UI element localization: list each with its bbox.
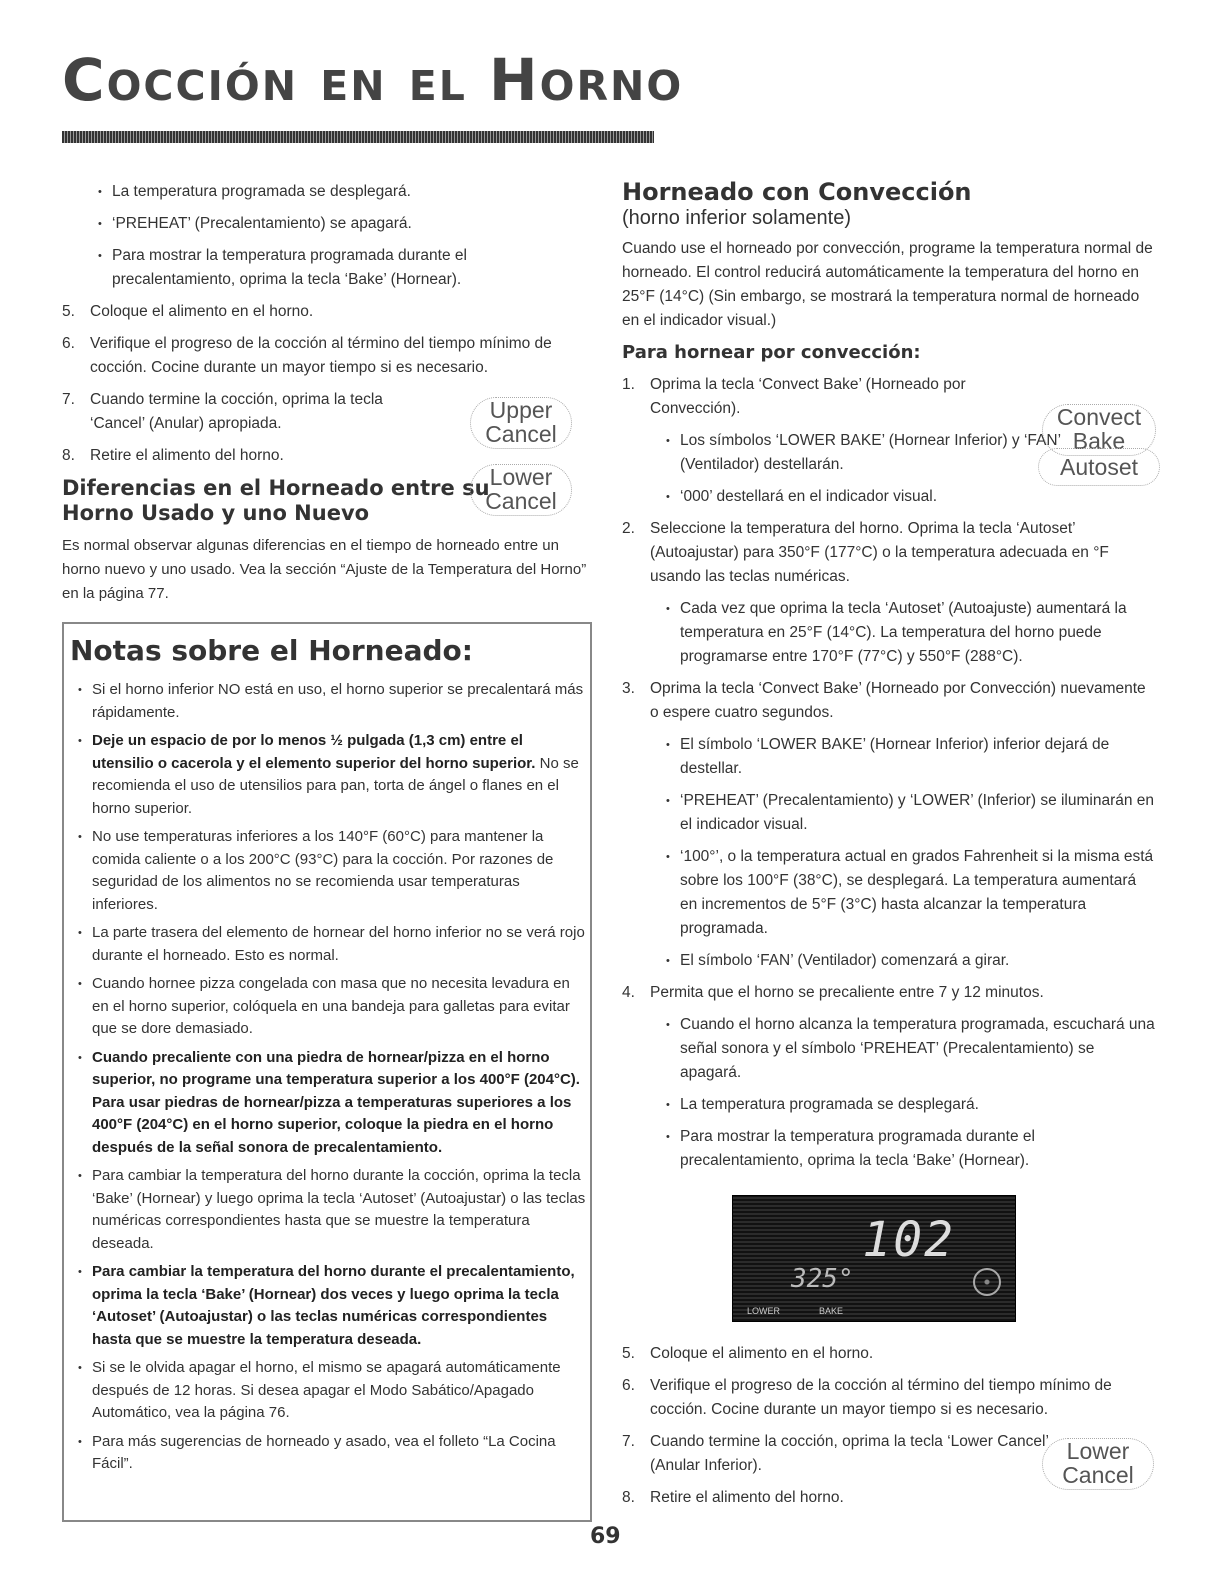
- list-item: • El símbolo ‘FAN’ (Ventilador) comenzará a girar.: [622, 949, 1157, 973]
- display-main-readout: 102: [862, 1212, 955, 1268]
- right-column-bottom: [622, 1342, 1157, 1518]
- convection-subheading: (horno inferior solamente): [622, 207, 851, 229]
- list-item: • Para mostrar la temperatura programada durante el precalentamiento, oprima la tecla ‘Bake’ (Hornear).: [622, 1125, 1157, 1173]
- step-6: 6. Verifique el progreso de la cocción al término del tiempo mínimo de cocción. Cocine durante un mayor tiempo si es necesario.: [62, 335, 552, 376]
- right-column: [622, 180, 1157, 1181]
- conv-step-3: 3. Oprima la tecla ‘Convect Bake’ (Horneado por Convección) nuevamente o espere cuatro segundos.: [622, 680, 1146, 721]
- lower-cancel-key: Lower Cancel: [470, 464, 572, 516]
- conv-step-5: 5. Coloque el alimento en el horno.: [622, 1345, 874, 1362]
- conv-step-1: 1. Oprima la tecla ‘Convect Bake’ (Horneado por Convección).: [622, 376, 966, 417]
- list-item: • Para cambiar la temperatura del horno durante el precalentamiento, oprima la tecla ‘Bake’ (Hornear) dos veces y luego oprima la tecla ‘Autoset’ (Autoajustar) o las teclas numéricas correspondientes hasta que se muestre la temperatura deseada.: [64, 1261, 586, 1351]
- list-item: • La parte trasera del elemento de hornear del horno inferior no se verá rojo durante el horneado. Esto es normal.: [64, 922, 586, 967]
- conv-step-2: 2. Seleccione la temperatura del horno. Oprima la tecla ‘Autoset’ (Autoajustar) para 350°F (177°C) o la temperatura adecuada en °F usando las teclas numéricas.: [622, 520, 1109, 585]
- list-item: • Cuando hornee pizza congelada con masa que no necesita levadura en en el horno superior, colóquela en una bandeja para galletas para evitar que se dore demasiado.: [64, 973, 586, 1041]
- display-bake-label: BAKE: [819, 1306, 844, 1316]
- conv-step-8: 8. Retire el alimento del horno.: [622, 1489, 844, 1506]
- conv-step-4: 4. Permita que el horno se precaliente entre 7 y 12 minutos.: [622, 984, 1044, 1001]
- list-item: • Para cambiar la temperatura del horno durante la cocción, oprima la tecla ‘Bake’ (Hornear) y luego oprima la tecla ‘Autoset’ (Autoajustar) o las teclas numéricas correspondientes hasta que se muestre la temperatura deseada.: [64, 1165, 586, 1255]
- step-5: 5. Coloque el alimento en el horno.: [62, 303, 314, 320]
- howto-heading: Para hornear por convección:: [622, 342, 921, 363]
- list-item: • ‘PREHEAT’ (Precalentamiento) y ‘LOWER’ (Inferior) se iluminarán en el indicador visual.: [622, 789, 1157, 837]
- step-8: 8. Retire el alimento del horno.: [62, 447, 284, 464]
- convection-intro: Cuando use el horneado por convección, programe la temperatura normal de horneado. El control reducirá automáticamente la temperatura del horno en 25°F (14°C) (Sin embargo, se mostrará la temperatura normal de horneado en el indicador visual.): [622, 240, 1153, 329]
- list-item: • ‘000’ destellará en el indicador visual.: [622, 485, 1157, 509]
- conv-step-7: 7. Cuando termine la cocción, oprima la tecla ‘Lower Cancel’ (Anular Inferior).: [622, 1433, 1049, 1474]
- lower-cancel-key-right: Lower Cancel: [1042, 1438, 1154, 1490]
- step-7: 7. Cuando termine la cocción, oprima la tecla ‘Cancel’ (Anular) apropiada.: [62, 391, 383, 432]
- display-temperature: 325°: [791, 1264, 854, 1294]
- page-number: 69: [590, 1524, 621, 1549]
- title-rule: [62, 131, 654, 143]
- page-title: Cocción en el Horno: [62, 46, 684, 114]
- convect-bake-key: Convect Bake: [1042, 404, 1156, 456]
- list-item: • Los símbolos ‘LOWER BAKE’ (Hornear Inferior) y ‘FAN’ (Ventilador) destellarán.: [622, 429, 1070, 477]
- notes-list: [64, 679, 590, 1476]
- convection-heading: Horneado con Convección: [622, 178, 972, 206]
- oven-display: [732, 1195, 1016, 1322]
- notes-title: Notas sobre el Horneado:: [70, 634, 473, 667]
- list-item: • Si se le olvida apagar el horno, el mismo se apagará automáticamente después de 12 horas. Si desea apagar el Modo Sabático/Apagado Automático, vea la página 76.: [64, 1357, 586, 1425]
- diff-text: Es normal observar algunas diferencias en el tiempo de horneado entre un horno nuevo y uno usado. Vea la sección “Ajuste de la Temperatura del Horno” en la página 77.: [62, 537, 587, 602]
- list-item: • Deje un espacio de por lo menos ½ pulgada (1,3 cm) entre el utensilio o cacerola y el elemento superior del horno superior. No se recomienda el uso de utensilios para pan, torta de ángel o flanes en el horno superior.: [64, 730, 586, 820]
- list-item: • Para más sugerencias de horneado y asado, vea el folleto “La Cocina Fácil”.: [64, 1431, 586, 1476]
- upper-cancel-key: Upper Cancel: [470, 397, 572, 449]
- list-item: • La temperatura programada se desplegará.: [622, 1093, 1157, 1117]
- diff-heading: Diferencias en el Horneado entre su Horno Usado y uno Nuevo: [62, 476, 490, 525]
- fan-icon: [973, 1268, 1001, 1296]
- list-item: • ‘PREHEAT’ (Precalentamiento) se apagará.: [84, 212, 582, 236]
- list-item: • El símbolo ‘LOWER BAKE’ (Hornear Inferior) inferior dejará de destellar.: [622, 733, 1157, 781]
- list-item: • Cuando precaliente con una piedra de hornear/pizza en el horno superior, no programe una temperatura superior a los 400°F (204°C). Para usar piedras de hornear/pizza a temperaturas superiores a los 400°F (204°C) en el horno superior, coloque la piedra en el horno después de la señal sonora de precalentamiento.: [64, 1047, 586, 1160]
- conv-step-6: 6. Verifique el progreso de la cocción al término del tiempo mínimo de cocción. Cocine durante un mayor tiempo si es necesario.: [622, 1377, 1112, 1418]
- autoset-key: Autoset: [1038, 448, 1160, 486]
- display-lower-label: LOWER: [747, 1306, 781, 1316]
- list-item: • Si el horno inferior NO está en uso, el horno superior se precalentará más rápidamente.: [64, 679, 586, 724]
- list-item: • Cuando el horno alcanza la temperatura programada, escuchará una señal sonora y el símbolo ‘PREHEAT’ (Precalentamiento) se apagará.: [622, 1013, 1157, 1085]
- notes-box: [62, 622, 592, 1522]
- list-item: • La temperatura programada se desplegará.: [84, 180, 582, 204]
- list-item: • No use temperaturas inferiores a los 140°F (60°C) para mantener la comida caliente o a los 200°C (93°C) para la cocción. Por razones de seguridad de los alimentos no se recomienda usar temperaturas inferiores.: [64, 826, 586, 916]
- list-item: • Para mostrar la temperatura programada durante el precalentamiento, oprima la tecla ‘Bake’ (Hornear).: [84, 244, 512, 292]
- list-item: • Cada vez que oprima la tecla ‘Autoset’ (Autoajuste) aumentará la temperatura en 25°F (14°C). La temperatura del horno puede programarse entre 170°F (77°C) y 550°F (288°C).: [622, 597, 1157, 669]
- list-item: • ‘100°’, o la temperatura actual en grados Fahrenheit si la misma está sobre los 100°F (38°C), se desplegará. La temperatura aumentará en incrementos de 5°F (3°C) hasta alcanzar la temperatura programada.: [622, 845, 1157, 941]
